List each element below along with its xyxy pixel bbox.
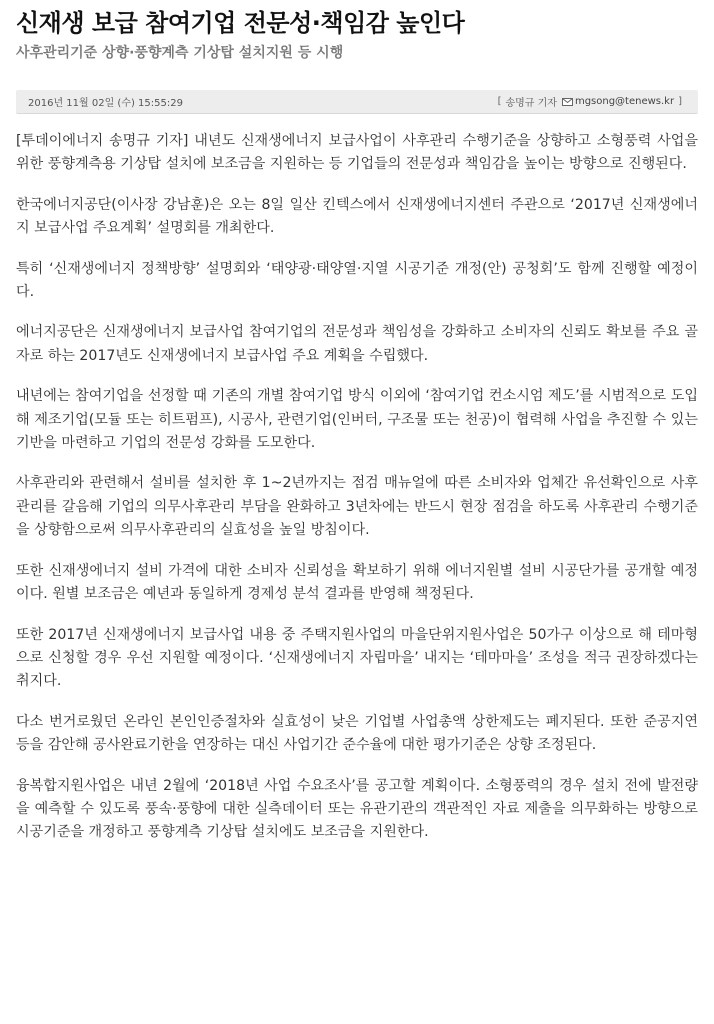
article-datetime: 2016년 11월 02일 (수) 15:55:29 xyxy=(28,98,183,109)
article-paragraph: [투데이에너지 송명규 기자] 내년도 신재생에너지 보급사업이 사후관리 수행기준을 상향하고 소형풍력 사업을 위한 풍향계측용 기상탑 설치에 보조금을 지원하는 등 기업들의 전문성과 책임감을 높이는 방향으로 진행된다. xyxy=(16,133,698,173)
byline-bracket-close: ] xyxy=(678,96,682,107)
byline-bracket-open: [ xyxy=(497,96,502,107)
article-paragraph: 또한 신재생에너지 설비 가격에 대한 소비자 신뢰성을 확보하기 위해 에너지원별 설비 시공단가를 공개할 예정이다. 원별 보조금은 예년과 동일하게 경제성 분석 결과를 반영해 책정된다. xyxy=(16,562,698,603)
article-paragraph: 다소 번거로웠던 온라인 본인인증절차와 실효성이 낮은 기업별 사업총액 상한제도는 폐지된다. 또한 준공지연 등을 감안해 공사완료기한을 연장하는 대신 사업기간 준수율에 대한 평가기준은 상향 조정된다. xyxy=(16,713,698,754)
reporter-email-link[interactable]: mgsong@tenews.kr xyxy=(574,96,675,107)
article-body xyxy=(16,130,698,845)
article-meta-bar xyxy=(16,90,698,114)
article-paragraph: 융복합지원사업은 내년 2월에 ‘2018년 사업 수요조사’를 공고할 계획이다. 소형풍력의 경우 설치 전에 발전량을 예측할 수 있도록 풍속·풍향에 대한 실측데이터 또는 유관기관의 객관적인 자료 제출을 의무화하는 방향으로 시공기준을 개정하고 풍향계측 기상탑 설치에도 보조금을 지원한다. xyxy=(16,777,698,841)
article-title: 신재생 보급 참여기업 전문성·책임감 높인다 xyxy=(16,9,465,37)
article-paragraph: 또한 2017년 신재생에너지 보급사업 내용 중 주택지원사업의 마을단위지원사업은 50가구 이상으로 해 테마형으로 신청할 경우 우선 지원할 예정이다. ‘신재생에너지 자립마을’ 내지는 ‘테마마을’ 조성을 적극 권장하겠다는 취지다. xyxy=(16,626,698,690)
envelope-icon xyxy=(562,98,573,106)
article-subtitle: 사후관리기준 상향·풍향계측 기상탑 설치지원 등 시행 xyxy=(16,45,344,61)
article-paragraph: 한국에너지공단(이사장 강남훈)은 오는 8일 일산 킨텍스에서 신재생에너지센터 주관으로 ‘2017년 신재생에너지 보급사업 주요계획’ 설명회를 개최한다. xyxy=(16,196,698,237)
article-paragraph: 사후관리와 관련해서 설비를 설치한 후 1~2년까지는 점검 매뉴얼에 따른 소비자와 업체간 유선확인으로 사후관리를 갈음해 기업의 의무사후관리 부담을 완화하고 3년차에는 반드시 현장 점검을 하도록 사후관리 수행기준을 상향함으로써 의무사후관리의 실효성을 높일 방침이다. xyxy=(16,475,698,539)
article-paragraph: 내년에는 참여기업을 선정할 때 기존의 개별 참여기업 방식 이외에 ‘참여기업 컨소시엄 제도’를 시범적으로 도입해 제조기업(모듈 또는 히트펌프), 시공사, 관련기업(인버터, 구조물 또는 천공)이 협력해 사업을 추진할 수 있는 기반을 마련하고 기업의 전문성 강화를 도모한다. xyxy=(16,388,698,452)
article-paragraph: 에너지공단은 신재생에너지 보급사업 참여기업의 전문성과 책임성을 강화하고 소비자의 신뢰도 확보를 주요 골자로 하는 2017년도 신재생에너지 보급사업 주요 계획을 수립했다. xyxy=(16,324,698,364)
article-paragraph: 특히 ‘신재생에너지 정책방향’ 설명회와 ‘태양광·태양열·지열 시공기준 개정(안) 공청회’도 함께 진행할 예정이다. xyxy=(16,260,698,301)
reporter-name[interactable]: 송명규 기자 xyxy=(505,98,557,109)
byline xyxy=(494,94,686,109)
